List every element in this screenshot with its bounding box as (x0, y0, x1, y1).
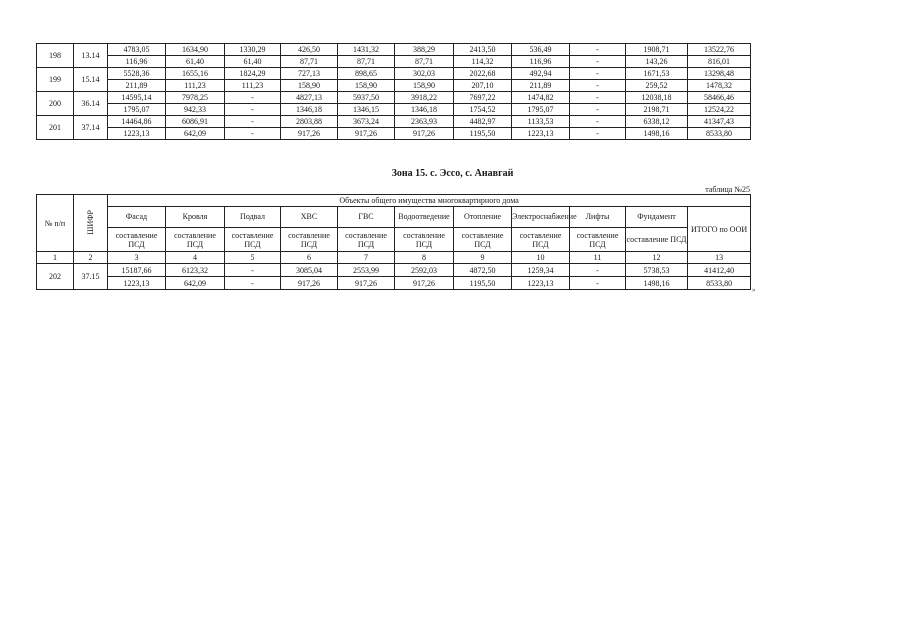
value-cell: - (570, 80, 626, 92)
value-cell: 7697,22 (454, 92, 512, 104)
value-cell: 8533,80 (688, 128, 751, 140)
column-header: Подвал (225, 207, 281, 228)
value-cell: 6338,12 (626, 116, 688, 128)
value-cell: 727,13 (281, 68, 338, 80)
value-cell: 3918,22 (395, 92, 454, 104)
column-number: 5 (225, 252, 281, 264)
value-cell: 2198,71 (626, 104, 688, 116)
column-header: ХВС (281, 207, 338, 228)
row-number: 201 (37, 116, 74, 140)
value-cell: 1259,34 (512, 264, 570, 277)
header-row-sub (37, 228, 751, 252)
column-subheader: составление ПСД (626, 228, 688, 252)
column-header: Лифты (570, 207, 626, 228)
value-cell: 5528,36 (108, 68, 166, 80)
value-cell: 6086,91 (166, 116, 225, 128)
value-cell: 6123,32 (166, 264, 225, 277)
table-row (37, 104, 751, 116)
value-cell: 1474,82 (512, 92, 570, 104)
column-subheader: составление ПСД (225, 228, 281, 252)
col-num-header: № п/п (37, 195, 74, 252)
bottom-table-body (37, 195, 751, 290)
row-number: 199 (37, 68, 74, 92)
group-header: Объекты общего имущества многоквартирного дома (108, 195, 751, 207)
value-cell: 8533,80 (688, 277, 751, 290)
header-row-names (37, 207, 751, 228)
value-cell: 3673,24 (338, 116, 395, 128)
header-row-numbers (37, 252, 751, 264)
column-subheader: составление ПСД (338, 228, 395, 252)
value-cell: - (570, 116, 626, 128)
column-header: Электроснабжение (512, 207, 570, 228)
column-subheader: составление ПСД (395, 228, 454, 252)
value-cell: 917,26 (395, 277, 454, 290)
value-cell: 3085,04 (281, 264, 338, 277)
column-subheader: составление ПСД (454, 228, 512, 252)
value-cell: 5738,53 (626, 264, 688, 277)
table-row (37, 116, 751, 128)
value-cell: 898,65 (338, 68, 395, 80)
column-header: Кровля (166, 207, 225, 228)
value-cell: - (570, 264, 626, 277)
value-cell: 1795,07 (108, 104, 166, 116)
row-number: 200 (37, 92, 74, 116)
value-cell: 12038,18 (626, 92, 688, 104)
value-cell: 1195,50 (454, 277, 512, 290)
value-cell: - (570, 128, 626, 140)
value-cell: 388,29 (395, 44, 454, 56)
value-cell: 917,26 (338, 128, 395, 140)
value-cell: 87,71 (395, 56, 454, 68)
value-cell: 1346,18 (395, 104, 454, 116)
column-header: Фундамент (626, 207, 688, 228)
value-cell: 61,40 (225, 56, 281, 68)
value-cell: 426,50 (281, 44, 338, 56)
value-cell: 111,23 (166, 80, 225, 92)
value-cell: 158,90 (395, 80, 454, 92)
value-cell: 41412,40 (688, 264, 751, 277)
value-cell: - (225, 92, 281, 104)
column-number: 9 (454, 252, 512, 264)
value-cell: 58466,46 (688, 92, 751, 104)
value-cell: 1133,53 (512, 116, 570, 128)
row-shifr: 36.14 (74, 92, 108, 116)
value-cell: 917,26 (338, 277, 395, 290)
value-cell: 536,49 (512, 44, 570, 56)
value-cell: 41347,43 (688, 116, 751, 128)
column-header: ГВС (338, 207, 395, 228)
col-shifr-label: ШИФР (86, 209, 95, 235)
table-row (37, 44, 751, 56)
value-cell: 211,89 (108, 80, 166, 92)
table-label: таблица №25 (705, 185, 750, 194)
table-row (37, 56, 751, 68)
value-cell: 1655,16 (166, 68, 225, 80)
value-cell: 2413,50 (454, 44, 512, 56)
row-number: 198 (37, 44, 74, 68)
top-table-body (37, 44, 751, 140)
table-row (37, 264, 751, 277)
value-cell: 61,40 (166, 56, 225, 68)
value-cell: 2022,68 (454, 68, 512, 80)
value-cell: 1346,15 (338, 104, 395, 116)
trailing-mark: » (752, 286, 756, 294)
row-shifr: 15.14 (74, 68, 108, 92)
value-cell: - (225, 264, 281, 277)
column-subheader: составление ПСД (512, 228, 570, 252)
column-header: Водоотведение (395, 207, 454, 228)
value-cell: 1223,13 (108, 277, 166, 290)
column-number: 10 (512, 252, 570, 264)
column-subheader: составление ПСД (108, 228, 166, 252)
value-cell: 1223,13 (512, 128, 570, 140)
value-cell: 1478,32 (688, 80, 751, 92)
col-shifr-header (74, 195, 108, 252)
value-cell: - (225, 128, 281, 140)
value-cell: 211,89 (512, 80, 570, 92)
value-cell: 2803,88 (281, 116, 338, 128)
value-cell: 87,71 (281, 56, 338, 68)
value-cell: 116,96 (108, 56, 166, 68)
value-cell: 4482,97 (454, 116, 512, 128)
column-number: 3 (108, 252, 166, 264)
value-cell: 917,26 (395, 128, 454, 140)
value-cell: - (225, 104, 281, 116)
value-cell: 1330,29 (225, 44, 281, 56)
zone-title: Зона 15. с. Эссо, с. Анавгай (391, 168, 514, 179)
table-row (37, 68, 751, 80)
value-cell: - (225, 116, 281, 128)
column-subheader: составление ПСД (281, 228, 338, 252)
value-cell: - (225, 277, 281, 290)
table-row (37, 128, 751, 140)
value-cell: 114,32 (454, 56, 512, 68)
value-cell: 15187,66 (108, 264, 166, 277)
value-cell: 1795,07 (512, 104, 570, 116)
column-number: 13 (688, 252, 751, 264)
value-cell: 1634,90 (166, 44, 225, 56)
value-cell: 492,94 (512, 68, 570, 80)
column-number: 4 (166, 252, 225, 264)
value-cell: 1431,32 (338, 44, 395, 56)
table-row (37, 277, 751, 290)
value-cell: 116,96 (512, 56, 570, 68)
table-row (37, 92, 751, 104)
value-cell: 14464,86 (108, 116, 166, 128)
value-cell: 4827,13 (281, 92, 338, 104)
column-number: 6 (281, 252, 338, 264)
column-number: 1 (37, 252, 74, 264)
value-cell: 917,26 (281, 128, 338, 140)
value-cell: - (570, 92, 626, 104)
top-table (36, 43, 751, 140)
value-cell: - (570, 104, 626, 116)
table-row (37, 80, 751, 92)
value-cell: 2592,03 (395, 264, 454, 277)
header-row-group (37, 195, 751, 207)
row-number: 202 (37, 264, 74, 290)
column-subheader: составление ПСД (166, 228, 225, 252)
value-cell: 7978,25 (166, 92, 225, 104)
value-cell: 816,01 (688, 56, 751, 68)
column-number: 12 (626, 252, 688, 264)
value-cell: 259,52 (626, 80, 688, 92)
value-cell: 1498,16 (626, 128, 688, 140)
value-cell: 642,09 (166, 128, 225, 140)
value-cell: 1824,29 (225, 68, 281, 80)
value-cell: 1223,13 (108, 128, 166, 140)
column-subheader: составление ПСД (570, 228, 626, 252)
row-shifr: 37.14 (74, 116, 108, 140)
column-number: 7 (338, 252, 395, 264)
value-cell: 917,26 (281, 277, 338, 290)
value-cell: 13298,48 (688, 68, 751, 80)
column-header: Отопление (454, 207, 512, 228)
value-cell: 1671,53 (626, 68, 688, 80)
value-cell: - (570, 277, 626, 290)
value-cell: 942,33 (166, 104, 225, 116)
value-cell: 2363,93 (395, 116, 454, 128)
value-cell: 12524,22 (688, 104, 751, 116)
value-cell: - (570, 68, 626, 80)
row-shifr: 37.15 (74, 264, 108, 290)
value-cell: 1498,16 (626, 277, 688, 290)
value-cell: 143,26 (626, 56, 688, 68)
value-cell: 2553,99 (338, 264, 395, 277)
value-cell: 158,90 (281, 80, 338, 92)
value-cell: 13522,76 (688, 44, 751, 56)
value-cell: 302,03 (395, 68, 454, 80)
value-cell: 158,90 (338, 80, 395, 92)
column-header: Фасад (108, 207, 166, 228)
value-cell: 1754,52 (454, 104, 512, 116)
total-header: ИТОГО по ООИ (688, 207, 751, 252)
value-cell: 111,23 (225, 80, 281, 92)
row-shifr: 13.14 (74, 44, 108, 68)
value-cell: 1908,71 (626, 44, 688, 56)
value-cell: 1195,50 (454, 128, 512, 140)
value-cell: 14595,14 (108, 92, 166, 104)
column-number: 8 (395, 252, 454, 264)
value-cell: 87,71 (338, 56, 395, 68)
value-cell: 207,10 (454, 80, 512, 92)
column-number: 11 (570, 252, 626, 264)
value-cell: 5937,50 (338, 92, 395, 104)
value-cell: - (570, 44, 626, 56)
value-cell: 1346,18 (281, 104, 338, 116)
column-number: 2 (74, 252, 108, 264)
value-cell: - (570, 56, 626, 68)
value-cell: 642,09 (166, 277, 225, 290)
value-cell: 4783,05 (108, 44, 166, 56)
bottom-table (36, 194, 751, 290)
value-cell: 1223,13 (512, 277, 570, 290)
value-cell: 4872,50 (454, 264, 512, 277)
